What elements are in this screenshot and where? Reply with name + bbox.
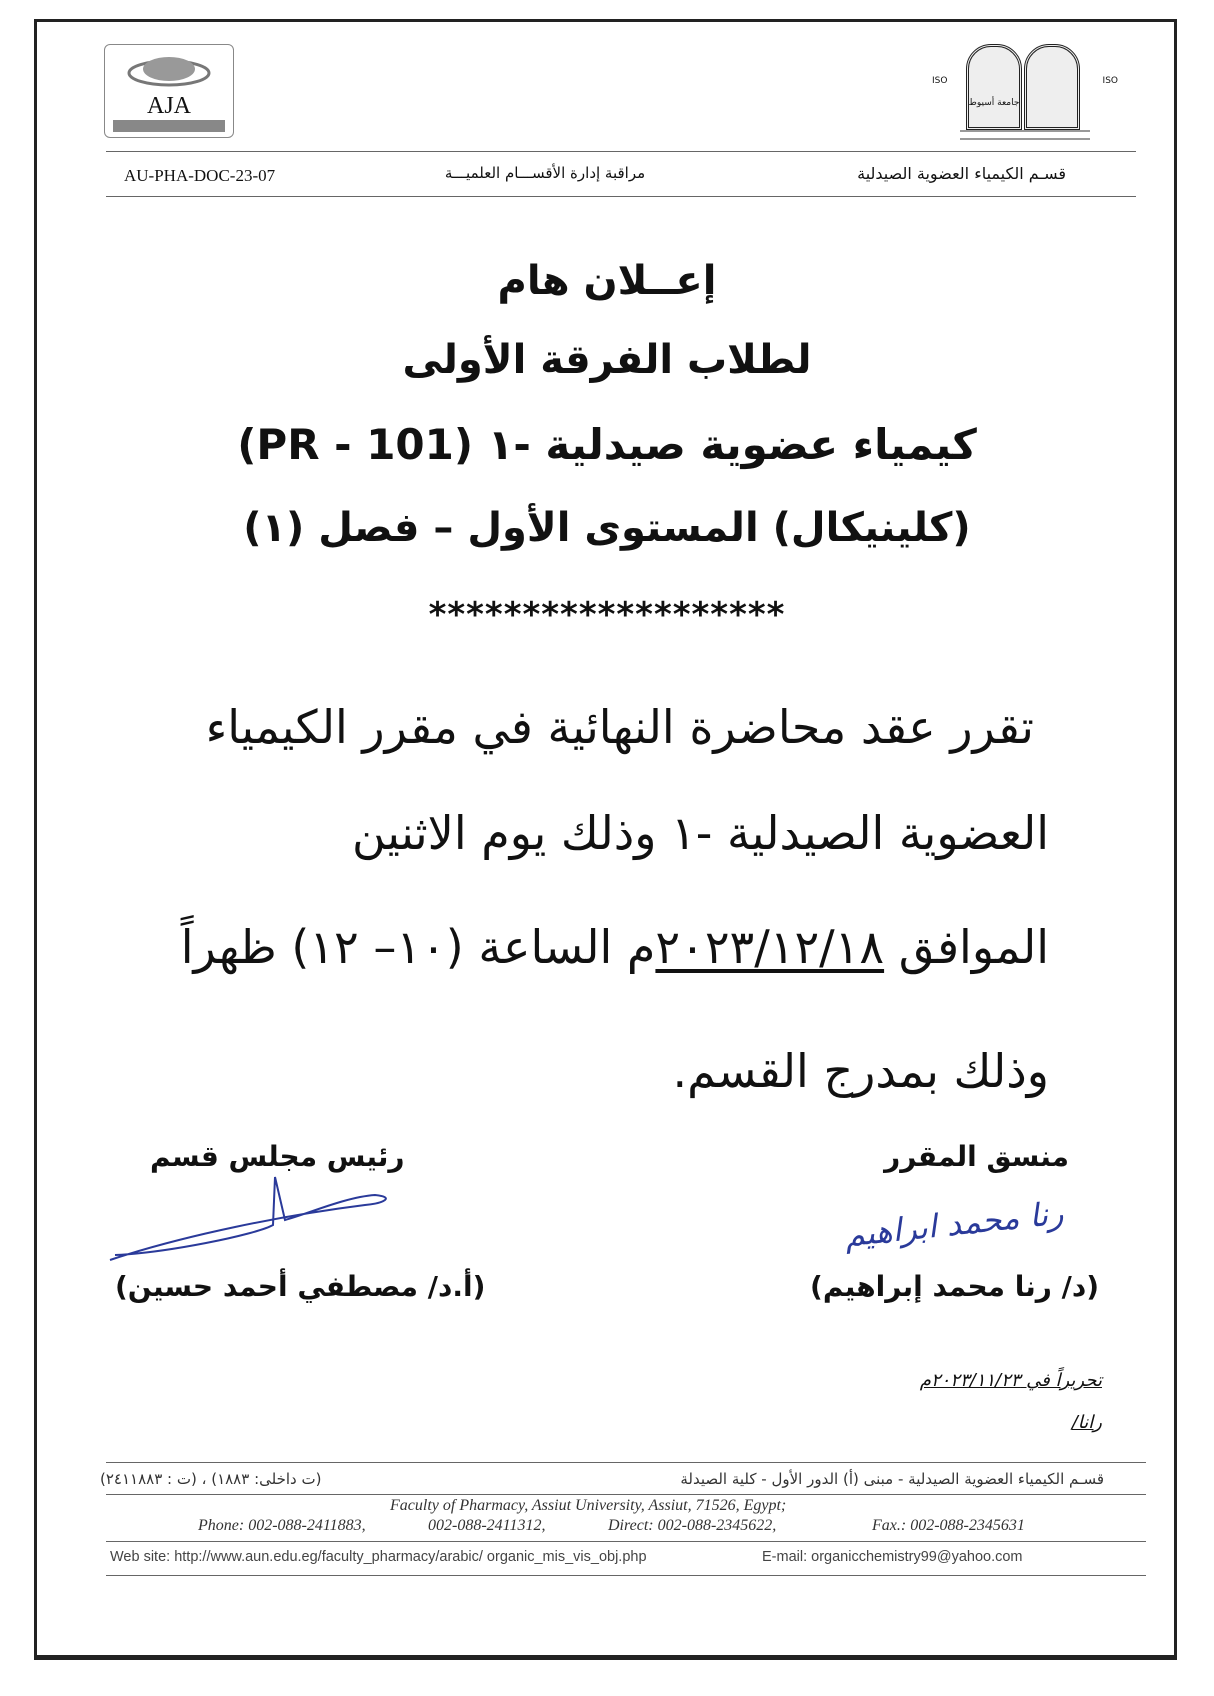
announcement-title: إعــلان هام: [497, 258, 717, 304]
footer-divider: [106, 1462, 1146, 1463]
body-line: وذلك بمدرج القسم.: [672, 1044, 1049, 1098]
program-line: (كلينيكال) المستوى الأول – فصل (١): [243, 505, 971, 551]
footer-phone: 002-088-2411312,: [428, 1517, 546, 1534]
university-logo: [930, 40, 1120, 144]
body-text: الموافق: [884, 920, 1049, 974]
logo-text: AJA: [146, 93, 191, 119]
logo-text: جامعة أسيوط: [968, 98, 1020, 108]
footer-address-ar: قسـم الكيمياء العضوية الصيدلية - مبنى (أ) الدور الأول - كلية الصيدلة: [680, 1470, 1104, 1488]
aja-logo: [104, 44, 234, 138]
header-divider: [106, 151, 1136, 152]
written-date: تحريراً في ٢٠٢٣/١١/٢٣م: [919, 1370, 1102, 1391]
footer-divider: [106, 1494, 1146, 1495]
header-department: قسـم الكيمياء العضوية الصيدلية: [857, 164, 1066, 183]
header-center-label: مراقبة إدارة الأقســـام العلميـــة: [444, 164, 646, 182]
header-divider: [106, 196, 1136, 197]
head-signature: [105, 1175, 405, 1265]
body-line: تقرر عقد محاضرة النهائية في مقرر الكيمياء: [205, 700, 1034, 754]
footer-website[interactable]: Web site: http://www.aun.edu.eg/faculty_pharmacy/arabic/ organic_mis_vis_obj.php: [110, 1549, 647, 1565]
iso-label-right: ISO: [1102, 76, 1118, 86]
footer-divider: [106, 1575, 1146, 1576]
globe-icon: [119, 51, 219, 91]
document-code: AU-PHA-DOC-23-07: [124, 166, 276, 185]
footer-fax: Fax.: 002-088-2345631: [872, 1517, 1025, 1534]
footer-address-en: Faculty of Pharmacy, Assiut University, Assiut, 71526, Egypt;: [390, 1497, 787, 1514]
writer-initials: رانا/: [1071, 1412, 1102, 1433]
separator: *******************: [428, 595, 786, 635]
footer-email[interactable]: E-mail: organicchemistry99@yahoo.com: [762, 1549, 1023, 1565]
lecture-date: ٢٠٢٣/١٢/١٨: [655, 920, 885, 974]
body-text: م الساعة (١٠– ١٢) ظهراً: [180, 920, 656, 974]
course-title: كيمياء عضوية صيدلية -١ (PR - 101): [237, 420, 977, 469]
iso-label-left: ISO: [932, 76, 948, 86]
footer-direct: Direct: 002-088-2345622,: [608, 1517, 777, 1534]
coordinator-signature: رنا محمد ابراهيم: [842, 1193, 1066, 1255]
announcement-audience: لطلاب الفرقة الأولى: [402, 337, 812, 383]
body-line: العضوية الصيدلية -١ وذلك يوم الاثنين: [352, 806, 1049, 860]
head-name: (أ.د/ مصطفي أحمد حسين): [115, 1270, 486, 1303]
footer-phone: Phone: 002-088-2411883,: [198, 1517, 366, 1534]
body-line-date: [181, 920, 1049, 974]
footer-phone-ar: (ت داخلى: ١٨٨٣) ، (ت : ٢٤١١٨٨٣): [100, 1470, 322, 1488]
head-title: رئيس مجلس قسم: [150, 1140, 405, 1173]
coordinator-name: (د/ رنا محمد إبراهيم): [810, 1270, 1099, 1303]
footer-divider: [106, 1541, 1146, 1542]
coordinator-title: منسق المقرر: [884, 1140, 1069, 1173]
